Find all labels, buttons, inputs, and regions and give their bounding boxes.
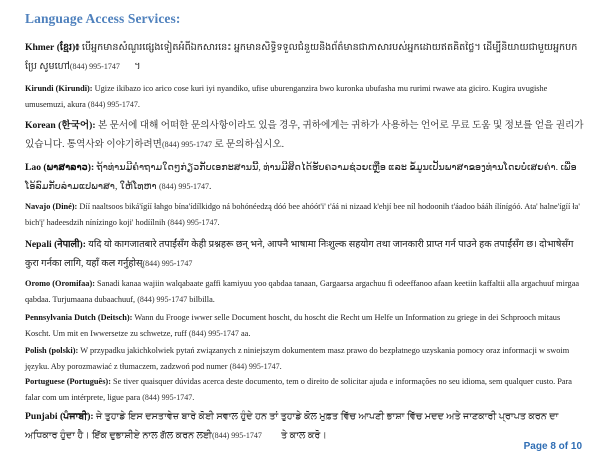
language-name: Punjabi: [25, 411, 58, 422]
language-notice-text: यदि यो कागजातबारे तपाईंसँग केही प्रश्नहरू छन् भने, आफ्नै भाषामा निःशुल्क सहयोग तथा जानकारी प्राप्त गर्न पाउने हक तपाईंसँग छ। दोभाषेसँग कुरा गर्नका लागि, यहाँ कल गर्नुहोस्: [25, 239, 574, 269]
language-entry-punjabi: [25, 407, 585, 445]
language-notice-suffix: .: [279, 362, 282, 371]
language-notice-suffix: .: [217, 218, 220, 227]
phone-number: (844) 995-1747: [167, 218, 218, 227]
page-number: Page 8 of 10: [523, 441, 582, 452]
language-notice-text: ຖ້າທ່ານມີຄໍາຖາມໃດໆກ່ຽວກັບເອກະສານນີ້, ທ່ານມີສິດໄດ້ຮັບຄວາມຊ່ວຍເຫຼືອ ແລະ ຂໍ້ມູນເປັນພາສາຂອງທ່ານໂດຍບໍ່ເສຍຄ່າ. ເພື່ອໂອ້ລົມກັບລ່າມແປພາສາ, ໃຫ້ໂທຫາ: [25, 162, 577, 192]
language-notice-text: ਜੇ ਤੁਹਾਡੇ ਇਸ ਦਸਤਾਵੇਜ਼ ਬਾਰੇ ਕੋਈ ਸਵਾਲ ਹੁੰਦੇ ਹਨ ਤਾਂ ਤੁਹਾਡੇ ਕੋਲ ਮੁਫ਼ਤ ਵਿੱਚ ਆਪਣੀ ਭਾਸ਼ਾ ਵਿੱਚ ਮਦਦ ਅਤੇ ਜਾਣਕਾਰੀ ਪ੍ਰਾਪਤ ਕਰਨ ਦਾ ਅਧਿਕਾਰ ਹੁੰਦਾ ਹੈ। ਇੱਕ ਦੁਭਾਸ਼ੀਏ ਨਾਲ ਗੱਲ ਕਰਨ ਲਈ: [25, 411, 559, 441]
language-name: Navajo: [25, 202, 51, 211]
language-native-name: (Português):: [66, 377, 111, 386]
phone-number: (844) 995-1747: [69, 62, 120, 71]
language-native-name: (polski):: [48, 346, 79, 355]
language-notice-suffix: ਤੇ ਕਾਲ ਕਰੋ।: [261, 430, 327, 441]
language-name: Polish: [25, 346, 47, 355]
language-notice-text: Wann du Frooge iwwer selle Document hoscht, du hoscht die Recht um Helfe un Information zu griege in dei Schprooch mitaus Koscht. Um mit en Iwwersetze zu schwetze, ruff: [25, 313, 561, 338]
language-entry-nepali: [25, 235, 585, 273]
language-notice-suffix: 로 문의하십시오.: [211, 139, 285, 150]
language-entry-korean: [25, 116, 585, 154]
language-notice-text: 본 문서에 대해 어떠한 문의사항이라도 있을 경우, 귀하에게는 귀하가 사용하는 언어로 무료 도움 및 정보를 얻을 권리가 있습니다. 통역사와 이야기하려면: [25, 120, 584, 150]
language-native-name: (Diné):: [52, 202, 78, 211]
language-native-name: (한국어):: [58, 120, 96, 131]
language-name: Khmer: [25, 42, 55, 53]
language-notice-suffix: .: [192, 393, 195, 402]
language-entry-portuguese: [25, 374, 585, 406]
phone-number: (844) 995-1747: [142, 259, 193, 268]
section-title: Language Access Services:: [25, 11, 181, 26]
language-native-name: (नेपाली):: [54, 239, 86, 250]
language-entry-polish: [25, 343, 585, 375]
language-name: Kirundi: [25, 84, 54, 93]
language-notice-text: Díí naaltsoos biká'ígíí łahgo bína'ídílkidgo ná bohónéedzą dóó bee ahóót'i' t'áá ni nizaad k'ehjí bee níl hodoonih t'áadoo bááh ílínígóó. Ata' halne'ígíí ła' bich'į' hadeesdzih nínízingo koji' hodíílnih: [25, 202, 580, 227]
language-native-name: (ខ្មែរ)៖: [56, 42, 80, 53]
language-entry-pennsylvania-dutch: [25, 310, 585, 342]
phone-number: (844) 995-1747: [142, 393, 193, 402]
language-notice-text: W przypadku jakichkolwiek pytań związanych z niniejszym dokumentem masz prawo do bezpłatnego uzyskania pomocy oraz informacji w swoim języku. Aby porozmawiać z tłumaczem, zadzwoń pod numer: [25, 346, 570, 371]
language-notice-text: Ugize ikibazo ico arico cose kuri iyi nyandiko, ufise uburenganzira bwo kuronka ubufasha mu rurimi rwawe ata giciro. Kugira uvugishe umusemuzi, akura: [25, 84, 548, 109]
phone-number: (844) 995-1747: [161, 140, 212, 149]
language-native-name: (ਪੰਜਾਬੀ):: [59, 411, 94, 422]
language-entry-navajo: [25, 199, 585, 231]
language-entry-kirundi: [25, 81, 585, 113]
language-notice-suffix: ។: [119, 61, 141, 72]
language-notice-suffix: .: [209, 181, 212, 192]
language-entry-oromo: [25, 276, 585, 308]
phone-number: (844) 995-1747: [211, 431, 262, 440]
language-name: Nepali: [25, 239, 52, 250]
language-notice-text: Sanadi kanaa wajiin walqabaate gaffi kamiyuu yoo qabdaa tanaan, Gargaarsa argachuu fi odeeffanoo afaan keetiin kaffaltii alla argachuuf mirgaa qabdaa. Turjumaana dubaachuuf,: [25, 279, 580, 304]
language-notice-suffix: .: [137, 100, 140, 109]
language-native-name: (Deitsch):: [97, 313, 133, 322]
phone-number: (844) 995-1747: [87, 100, 138, 109]
language-name: Korean: [25, 120, 56, 131]
phone-number: (844) 995-1747: [188, 329, 239, 338]
language-native-name: (Oromifaa):: [52, 279, 95, 288]
language-name: Oromo: [25, 279, 51, 288]
phone-number: (844) 995-1747: [137, 295, 188, 304]
language-entry-lao: [25, 158, 585, 196]
language-name: Portuguese: [25, 377, 65, 386]
language-notice-text: បើអ្នកមានសំណួរផ្សេងទៀតអំពីឯកសារនេះ អ្នកមានសិទ្ធិទទួលជំនួយនិងព័ត៌មានជាភាសារបស់អ្នកដោយឥតគិតថ្លៃ។ ដើម្បីនិយាយជាមួយអ្នកបកប្រែ សូមហៅ: [25, 42, 578, 72]
language-notice-text: Se tiver quaisquer dúvidas acerca deste documento, tem o direito de solicitar ajuda e informações no seu idioma, sem qualquer custo. Para falar com um intérprete, ligue para: [25, 377, 572, 402]
language-native-name: (Kirundi):: [55, 84, 93, 93]
language-notice-suffix: bilbilla.: [187, 295, 215, 304]
language-entry-khmer: [25, 38, 585, 76]
language-name: Lao: [25, 162, 41, 173]
language-name: Pennsylvania Dutch: [25, 313, 96, 322]
phone-number: (844) 995-1747: [159, 182, 210, 191]
language-notice-suffix: aa.: [238, 329, 251, 338]
language-native-name: (ພາສາລາວ):: [43, 162, 95, 173]
phone-number: (844) 995-1747: [229, 362, 280, 371]
